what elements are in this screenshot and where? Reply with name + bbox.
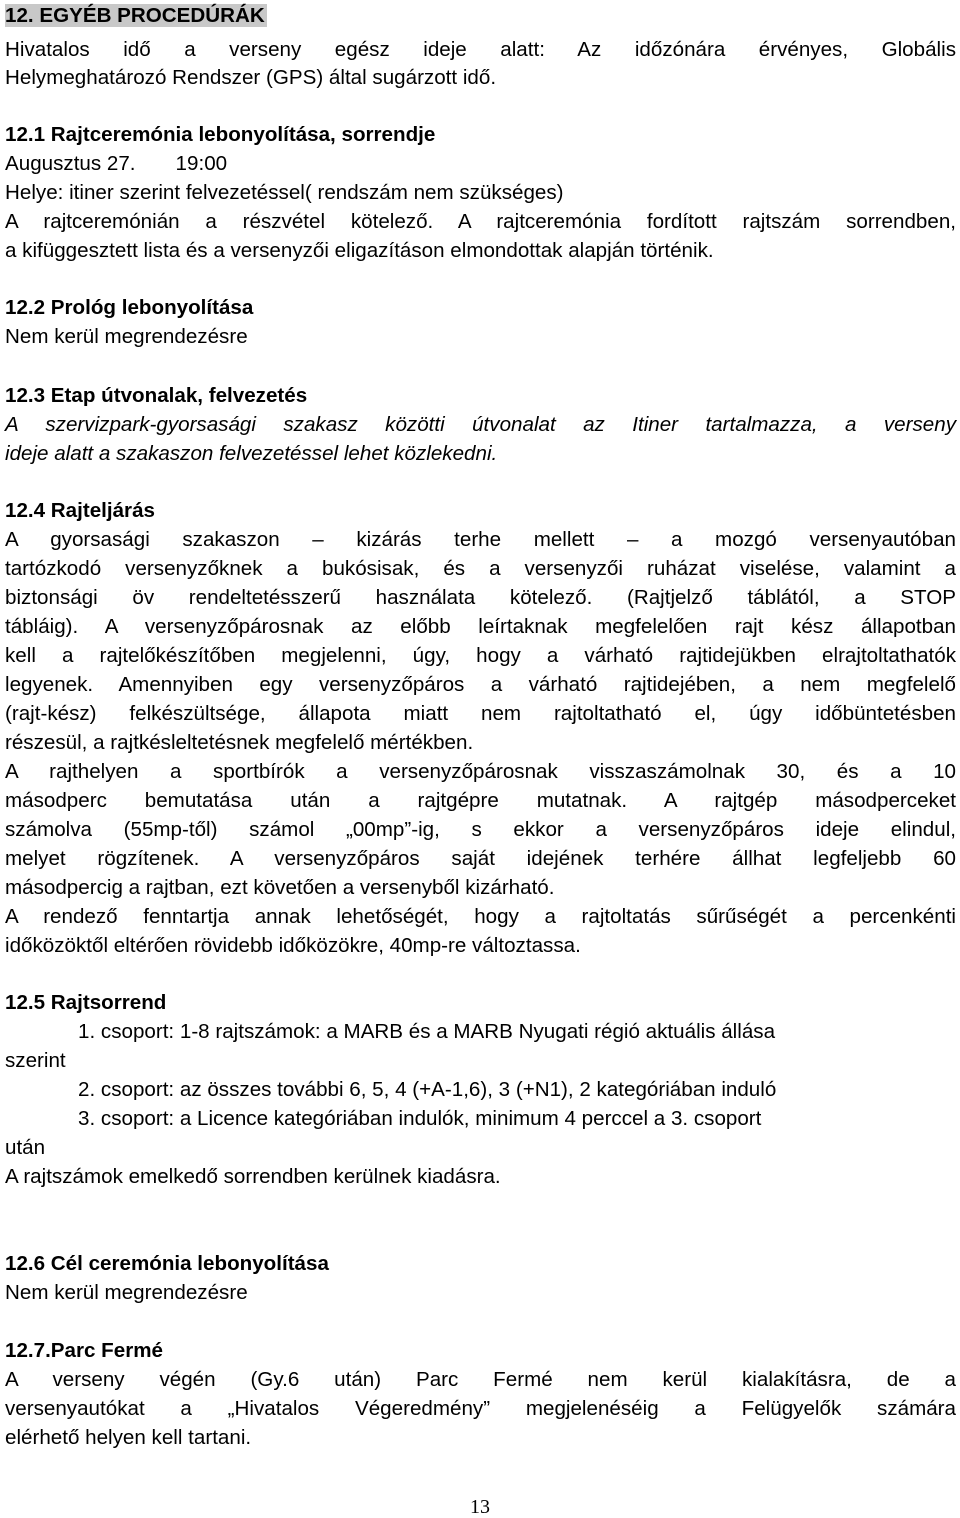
heading-12-3: 12.3 Etap útvonalak, felvezetés [5, 384, 308, 407]
paragraph-line: A rajtszámok emelkedő sorrendben kerülnek kiadásra. [5, 1165, 501, 1188]
paragraph-line: A verseny végén (Gy.6 után) Parc Fermé nem kerül kialakításra, de a [5, 1368, 956, 1391]
paragraph-line: A gyorsasági szakaszon – kizárás terhe mellett – a mozgó versenyautóban [5, 528, 956, 551]
paragraph-line: A rajthelyen a sportbírók a versenyzőpárosnak visszaszámolnak 30, és a 10 [5, 760, 956, 783]
paragraph-line: A szervizpark-gyorsasági szakasz közötti útvonalat az Itiner tartalmazza, a verseny [5, 413, 956, 436]
paragraph-line: számolva (55mp-től) számol „00mp”-ig, s ekkor a versenyzőpáros ideje elindul, [5, 818, 956, 841]
list-item: 3. csoport: a Licence kategóriában indulók, minimum 4 perccel a 3. csoport [78, 1107, 762, 1130]
paragraph-line: Helye: itiner szerint felvezetéssel( rendszám nem szükséges) [5, 181, 564, 204]
paragraph-line: időközöktől eltérően rövidebb időközökre, 40mp-re változtassa. [5, 934, 581, 957]
paragraph-line: elérhető helyen kell tartani. [5, 1426, 252, 1449]
intro-line-2: Helymeghatározó Rendszer (GPS) által sugárzott idő. [5, 66, 497, 89]
heading-12-4: 12.4 Rajteljárás [5, 499, 155, 522]
paragraph-line: Nem kerül megrendezésre [5, 1281, 248, 1304]
list-item-continuation: szerint [5, 1049, 66, 1072]
heading-12-7: 12.7.Parc Fermé [5, 1339, 163, 1362]
paragraph-line: a kifüggesztett lista és a versenyzői eligazításon elmondottak alapján történik. [5, 239, 714, 262]
paragraph-line: (rajt-kész) felkészültsége, állapota miatt nem rajtoltatható el, úgy időbüntetésben [5, 702, 956, 725]
paragraph-line: A rajtceremónián a részvétel kötelező. A rajtceremónia fordított rajtszám sorrendben, [5, 210, 956, 233]
paragraph-line: kell a rajtelőkészítőben megjelenni, úgy, hogy a várható rajtidejükben elrajtoltathatók [5, 644, 956, 667]
paragraph-line: Augusztus 27. 19:00 [5, 152, 228, 175]
heading-12-6: 12.6 Cél ceremónia lebonyolítása [5, 1252, 329, 1275]
paragraph-line: legyenek. Amennyiben egy versenyzőpáros a várható rajtidejében, a nem megfelelő [5, 673, 956, 696]
list-item: 1. csoport: 1-8 rajtszámok: a MARB és a MARB Nyugati régió aktuális állása [78, 1020, 776, 1043]
page-number: 13 [470, 1496, 490, 1518]
list-item-continuation: után [5, 1136, 46, 1159]
list-item: 2. csoport: az összes további 6, 5, 4 (+A-1,6), 3 (+N1), 2 kategóriában induló [78, 1078, 777, 1101]
section-title: 12. EGYÉB PROCEDÚRÁK [5, 4, 265, 27]
heading-12-1: 12.1 Rajtceremónia lebonyolítása, sorrendje [5, 123, 436, 146]
paragraph-line: részesül, a rajtkésleltetésnek megfelelő mértékben. [5, 731, 474, 754]
heading-12-2: 12.2 Prológ lebonyolítása [5, 296, 254, 319]
paragraph-line: tartózkodó versenyzőknek a bukósisak, és a versenyzői ruházat viselése, valamint a [5, 557, 956, 580]
paragraph-line: versenyautókat a „Hivatalos Végeredmény” megjelenéséig a Felügyelők számára [5, 1397, 956, 1420]
paragraph-line: A rendező fenntartja annak lehetőségét, hogy a rajtoltatás sűrűségét a percenkénti [5, 905, 956, 928]
paragraph-line: Nem kerül megrendezésre [5, 325, 248, 348]
heading-12-5: 12.5 Rajtsorrend [5, 991, 167, 1014]
paragraph-line: tábláig). A versenyzőpárosnak az előbb leírtaknak megfelelően rajt kész állapotban [5, 615, 956, 638]
paragraph-line: melyet rögzítenek. A versenyzőpáros saját idejének terhére állhat legfeljebb 60 [5, 847, 956, 870]
paragraph-line: ideje alatt a szakaszon felvezetéssel lehet közlekedni. [5, 442, 498, 465]
intro-line-1: Hivatalos idő a verseny egész ideje alatt: Az időzónára érvényes, Globális [5, 38, 956, 61]
paragraph-line: másodpercig a rajtban, ezt követően a versenyből kizárható. [5, 876, 555, 899]
paragraph-line: biztonsági öv rendeltetésszerű használata kötelező. (Rajtjelző táblától, a STOP [5, 586, 956, 609]
paragraph-line: másodperc bemutatása után a rajtgépre mutatnak. A rajtgép másodperceket [5, 789, 956, 812]
